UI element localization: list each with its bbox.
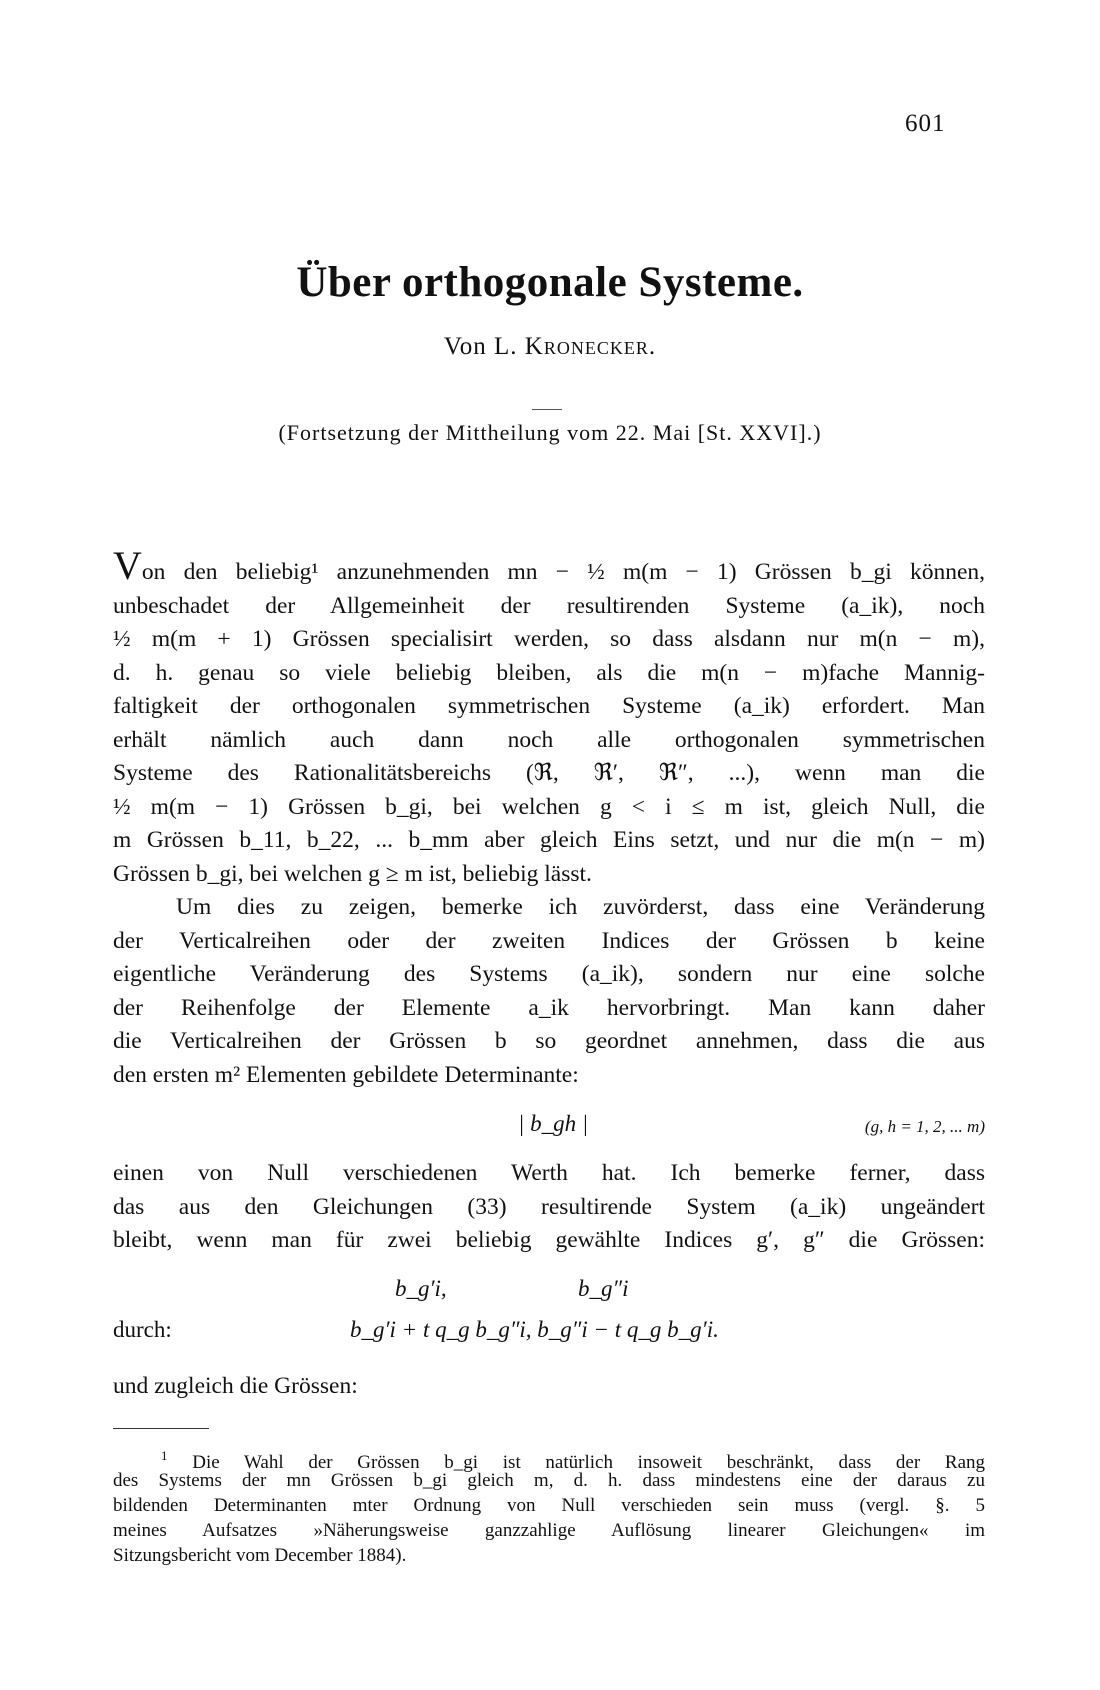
- text-line: der Reihenfolge der Elemente a_ik hervorbringt. Man kann daher: [113, 994, 985, 1021]
- formula-term-left: b_g′i,: [395, 1276, 447, 1301]
- author-line: [0, 333, 1100, 361]
- text-line: der Verticalreihen oder der zweiten Indices der Grössen b keine: [113, 927, 985, 954]
- footnote-rule: [113, 1428, 209, 1429]
- footnote-1: [113, 1443, 985, 1568]
- text-line: faltigkeit der orthogonalen symmetrischen Systeme (a_ik) erfordert. Man: [113, 693, 985, 719]
- author-name: Kronecker.: [524, 333, 657, 360]
- text-line: erhält nämlich auch dann noch alle orthogonalen symmetrischen: [113, 726, 985, 753]
- footnote-line: [113, 1443, 986, 1473]
- text-line: d. h. genau so viele beliebig bleiben, als die m(n − m)fache Mannig-: [113, 659, 985, 686]
- text-line: unbeschadet der Allgemeinheit der resultirenden Systeme (a_ik), noch: [113, 592, 985, 619]
- formula-replacement: b_g′i + t q_g b_g″i, b_g″i − t q_g b_g′i.: [350, 1317, 719, 1342]
- footnote-line: des Systems der mn Grössen b_gi gleich m, d. h. dass mindestens eine der daraus zu: [113, 1470, 985, 1491]
- text-line: das aus den Gleichungen (33) resultirende System (a_ik) ungeändert: [113, 1193, 985, 1220]
- separator-rule: [532, 409, 562, 410]
- paragraph-3: [113, 1157, 985, 1258]
- drop-cap: V: [113, 543, 142, 588]
- text-line: Grössen b_gi, bei welchen g ≥ m ist, beliebig lässt.: [113, 860, 592, 887]
- text-line: einen von Null verschiedenen Werth hat. Ich bemerke ferner, dass: [113, 1160, 985, 1186]
- article-title: Über orthogonale Systeme.: [296, 259, 804, 306]
- paragraph-4: [113, 1370, 985, 1404]
- article-subtitle: (Fortsetzung der Mittheilung vom 22. Mai [St. XXVI].): [278, 420, 822, 445]
- text-line: und zugleich die Grössen:: [113, 1373, 358, 1399]
- paragraph-1: [113, 543, 985, 891]
- text-line: Systeme des Rationalitätsbereichs (ℜ, ℜ′, ℜ″, ...), wenn man die: [113, 760, 985, 786]
- text-line: m Grössen b_11, b_22, ... b_mm aber gleich Eins setzt, und nur die m(n − m): [113, 827, 985, 853]
- determinant-condition: (g, h = 1, 2, ... m): [864, 1117, 985, 1136]
- formula-label: durch:: [113, 1317, 172, 1342]
- determinant: | b_gh |: [518, 1111, 589, 1136]
- text-line: die Verticalreihen der Grössen b so geordnet annehmen, dass die aus: [113, 1028, 985, 1054]
- footnote-marker: 1: [161, 1448, 168, 1463]
- text-line: ½ m(m + 1) Grössen specialisirt werden, so dass alsdann nur m(n − m),: [113, 626, 985, 652]
- page-number: 601: [905, 110, 946, 137]
- footnote-text: Die Wahl der Grössen b_gi ist natürlich insoweit beschränkt, dass der Rang: [192, 1452, 986, 1473]
- footnote-line: meines Aufsatzes »Näherungsweise ganzzahlige Auflösung linearer Gleichungen« im: [113, 1520, 985, 1541]
- footnote-line: Sitzungsbericht vom December 1884).: [113, 1545, 407, 1566]
- text-line: eigentliche Veränderung des Systems (a_ik), sondern nur eine solche: [113, 961, 985, 987]
- text-line: den ersten m² Elementen gebildete Determinante:: [113, 1061, 579, 1088]
- footnote-line: bildenden Determinanten mter Ordnung von Null verschieden sein muss (vergl. §. 5: [113, 1495, 985, 1516]
- text-line: Um dies zu zeigen, bemerke ich zuvörderst, dass eine Veränderung: [176, 894, 985, 920]
- formula-term-right: b_g″i: [578, 1276, 629, 1301]
- author-prefix: Von L.: [443, 333, 525, 360]
- text-line: ½ m(m − 1) Grössen b_gi, bei welchen g < i ≤ m ist, gleich Null, die: [113, 793, 985, 820]
- text-line: [113, 543, 985, 590]
- line-text: on den beliebig¹ anzunehmenden mn − ½ m(m − 1) Grössen b_gi können,: [141, 559, 985, 585]
- substitution-formula: [113, 1276, 985, 1366]
- paragraph-2: [113, 891, 985, 1092]
- text-line: bleibt, wenn man für zwei beliebig gewählte Indices g′, g″ die Grössen:: [113, 1227, 985, 1253]
